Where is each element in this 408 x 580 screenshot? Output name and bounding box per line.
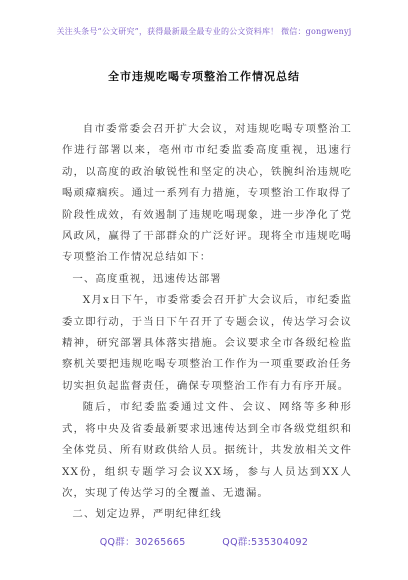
qq-group-1: QQ群：30265665 <box>99 537 186 548</box>
qq-group-2: QQ群:535304092 <box>222 537 309 548</box>
body-paragraph: 随后，市纪委监委通过文件、会议、网络等多种形式，将中央及省委最新要求迅速传达到全市各级党组织和全体党员、所有财政供给人员。据统计，共发放相关文件XX份，组织专题学习会议XX场，参与人员达到XX人次，实现了传达学习的全覆盖、无遗漏。 <box>62 401 352 499</box>
document-title: 全市违规吃喝专项整治工作情况总结 <box>108 70 300 83</box>
body-paragraph: X月x日下午，市委常委会召开扩大会议后，市纪委监委立即行动，于当日下午召开了专题会议，传达学习会议精神，研究部署具体落实措施。会议要求全市各级纪检监察机关要把违规吃喝专项整治工作作为一项重要政治任务切实担负起监督责任，确保专项整治工作有力有序开展。 <box>62 294 352 392</box>
body-paragraph: 自市委常委会召开扩大会议，对违规吃喝专项整治工作进行部署以来，亳州市市纪委监委高度重视，迅速行动，以高度的政治敏锐性和坚定的决心，铁腕纠治违规吃喝顽瘴痼疾。通过一系列有力措施，专项整治工作取得了阶段性成效，有效遏制了违规吃喝现象，进一步净化了党风政风，赢得了干部群众的广泛好评。现将全市违规吃喝专项整治工作情况总结如下： <box>62 123 352 264</box>
footer-qq-groups <box>0 534 408 548</box>
document-body <box>62 119 352 526</box>
top-banner: 关注头条号“公文研究”，获得最新最全最专业的公文资料库！ 微信：gongwenyj <box>56 27 352 36</box>
section-heading: 二、划定边界，严明纪律红线 <box>72 508 222 521</box>
section-heading: 一、高度重视，迅速传达部署 <box>72 272 222 285</box>
